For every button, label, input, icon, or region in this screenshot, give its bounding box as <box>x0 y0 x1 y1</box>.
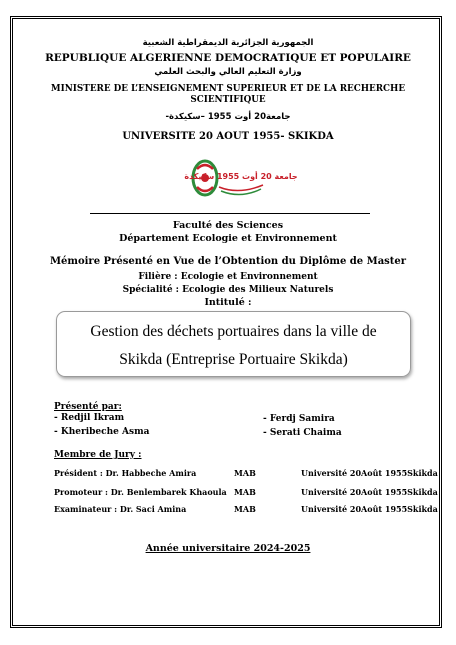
logo-text: جامعة 20 أوت 1955 سكيكدة <box>184 172 298 181</box>
university-heading: UNIVERSITE 20 AOUT 1955- SKIKDA <box>122 131 334 142</box>
university-logo-icon <box>184 155 298 201</box>
student-name: - Kheribeche Asma <box>54 427 150 437</box>
intitule-label: Intitulé : <box>204 297 252 308</box>
jury-role: Promoteur : Dr. Benlembarek Khaoula <box>54 487 227 497</box>
arabic-republic-heading: الجمهورية الجزائرية الديمقراطية الشعبية <box>142 38 314 48</box>
separator-line <box>90 213 370 214</box>
ministry-line2: SCIENTIFIQUE <box>190 95 266 105</box>
filiere: Filière : Ecologie et Environnement <box>138 272 318 282</box>
jury-university: Université 20Août 1955Skikda <box>301 487 438 497</box>
jury-university: Université 20Août 1955Skikda <box>301 504 438 514</box>
jury-label: Membre de Jury : <box>54 450 142 460</box>
jury-grade: MAB <box>234 504 256 514</box>
student-name: - Serati Chaima <box>263 428 342 438</box>
student-name: - Redjil Ikram <box>54 413 125 423</box>
jury-grade: MAB <box>234 487 256 497</box>
specialite: Spécialité : Ecologie des Milieux Naturels <box>122 285 334 295</box>
jury-university: Université 20Août 1955Skikda <box>301 468 438 478</box>
department-name: Département Ecologie et Environnement <box>119 233 337 244</box>
jury-grade: MAB <box>234 468 256 478</box>
thesis-title-box <box>56 311 411 377</box>
arabic-university-heading: جامعة20 أوت 1955 –سكيكدة- <box>165 112 291 122</box>
thesis-title-line2: Skikda (Entreprise Portuaire Skikda) <box>119 351 348 368</box>
ministry-line1: MINISTERE DE L’ENSEIGNEMENT SUPERIEUR ET DE LA RECHERCHE <box>50 84 406 94</box>
thesis-title-line1: Gestion des déchets portuaires dans la ville de <box>90 323 377 340</box>
jury-role: Examinateur : Dr. Saci Amina <box>54 504 187 514</box>
presente-label: Présenté par: <box>54 402 122 412</box>
memoire-statement: Mémoire Présenté en Vue de l’Obtention du Diplôme de Master <box>49 256 407 267</box>
arabic-ministry-heading: وزارة التعليم العالي والبحث العلمي <box>154 67 302 77</box>
academic-year: Année universitaire 2024-2025 <box>145 543 311 554</box>
student-name: - Ferdj Samira <box>263 414 335 424</box>
faculty-name: Faculté des Sciences <box>172 220 284 231</box>
jury-role: Président : Dr. Habbeche Amira <box>54 468 197 478</box>
republic-heading: REPUBLIQUE ALGERIENNE DEMOCRATIQUE ET POPULAIRE <box>45 52 411 64</box>
